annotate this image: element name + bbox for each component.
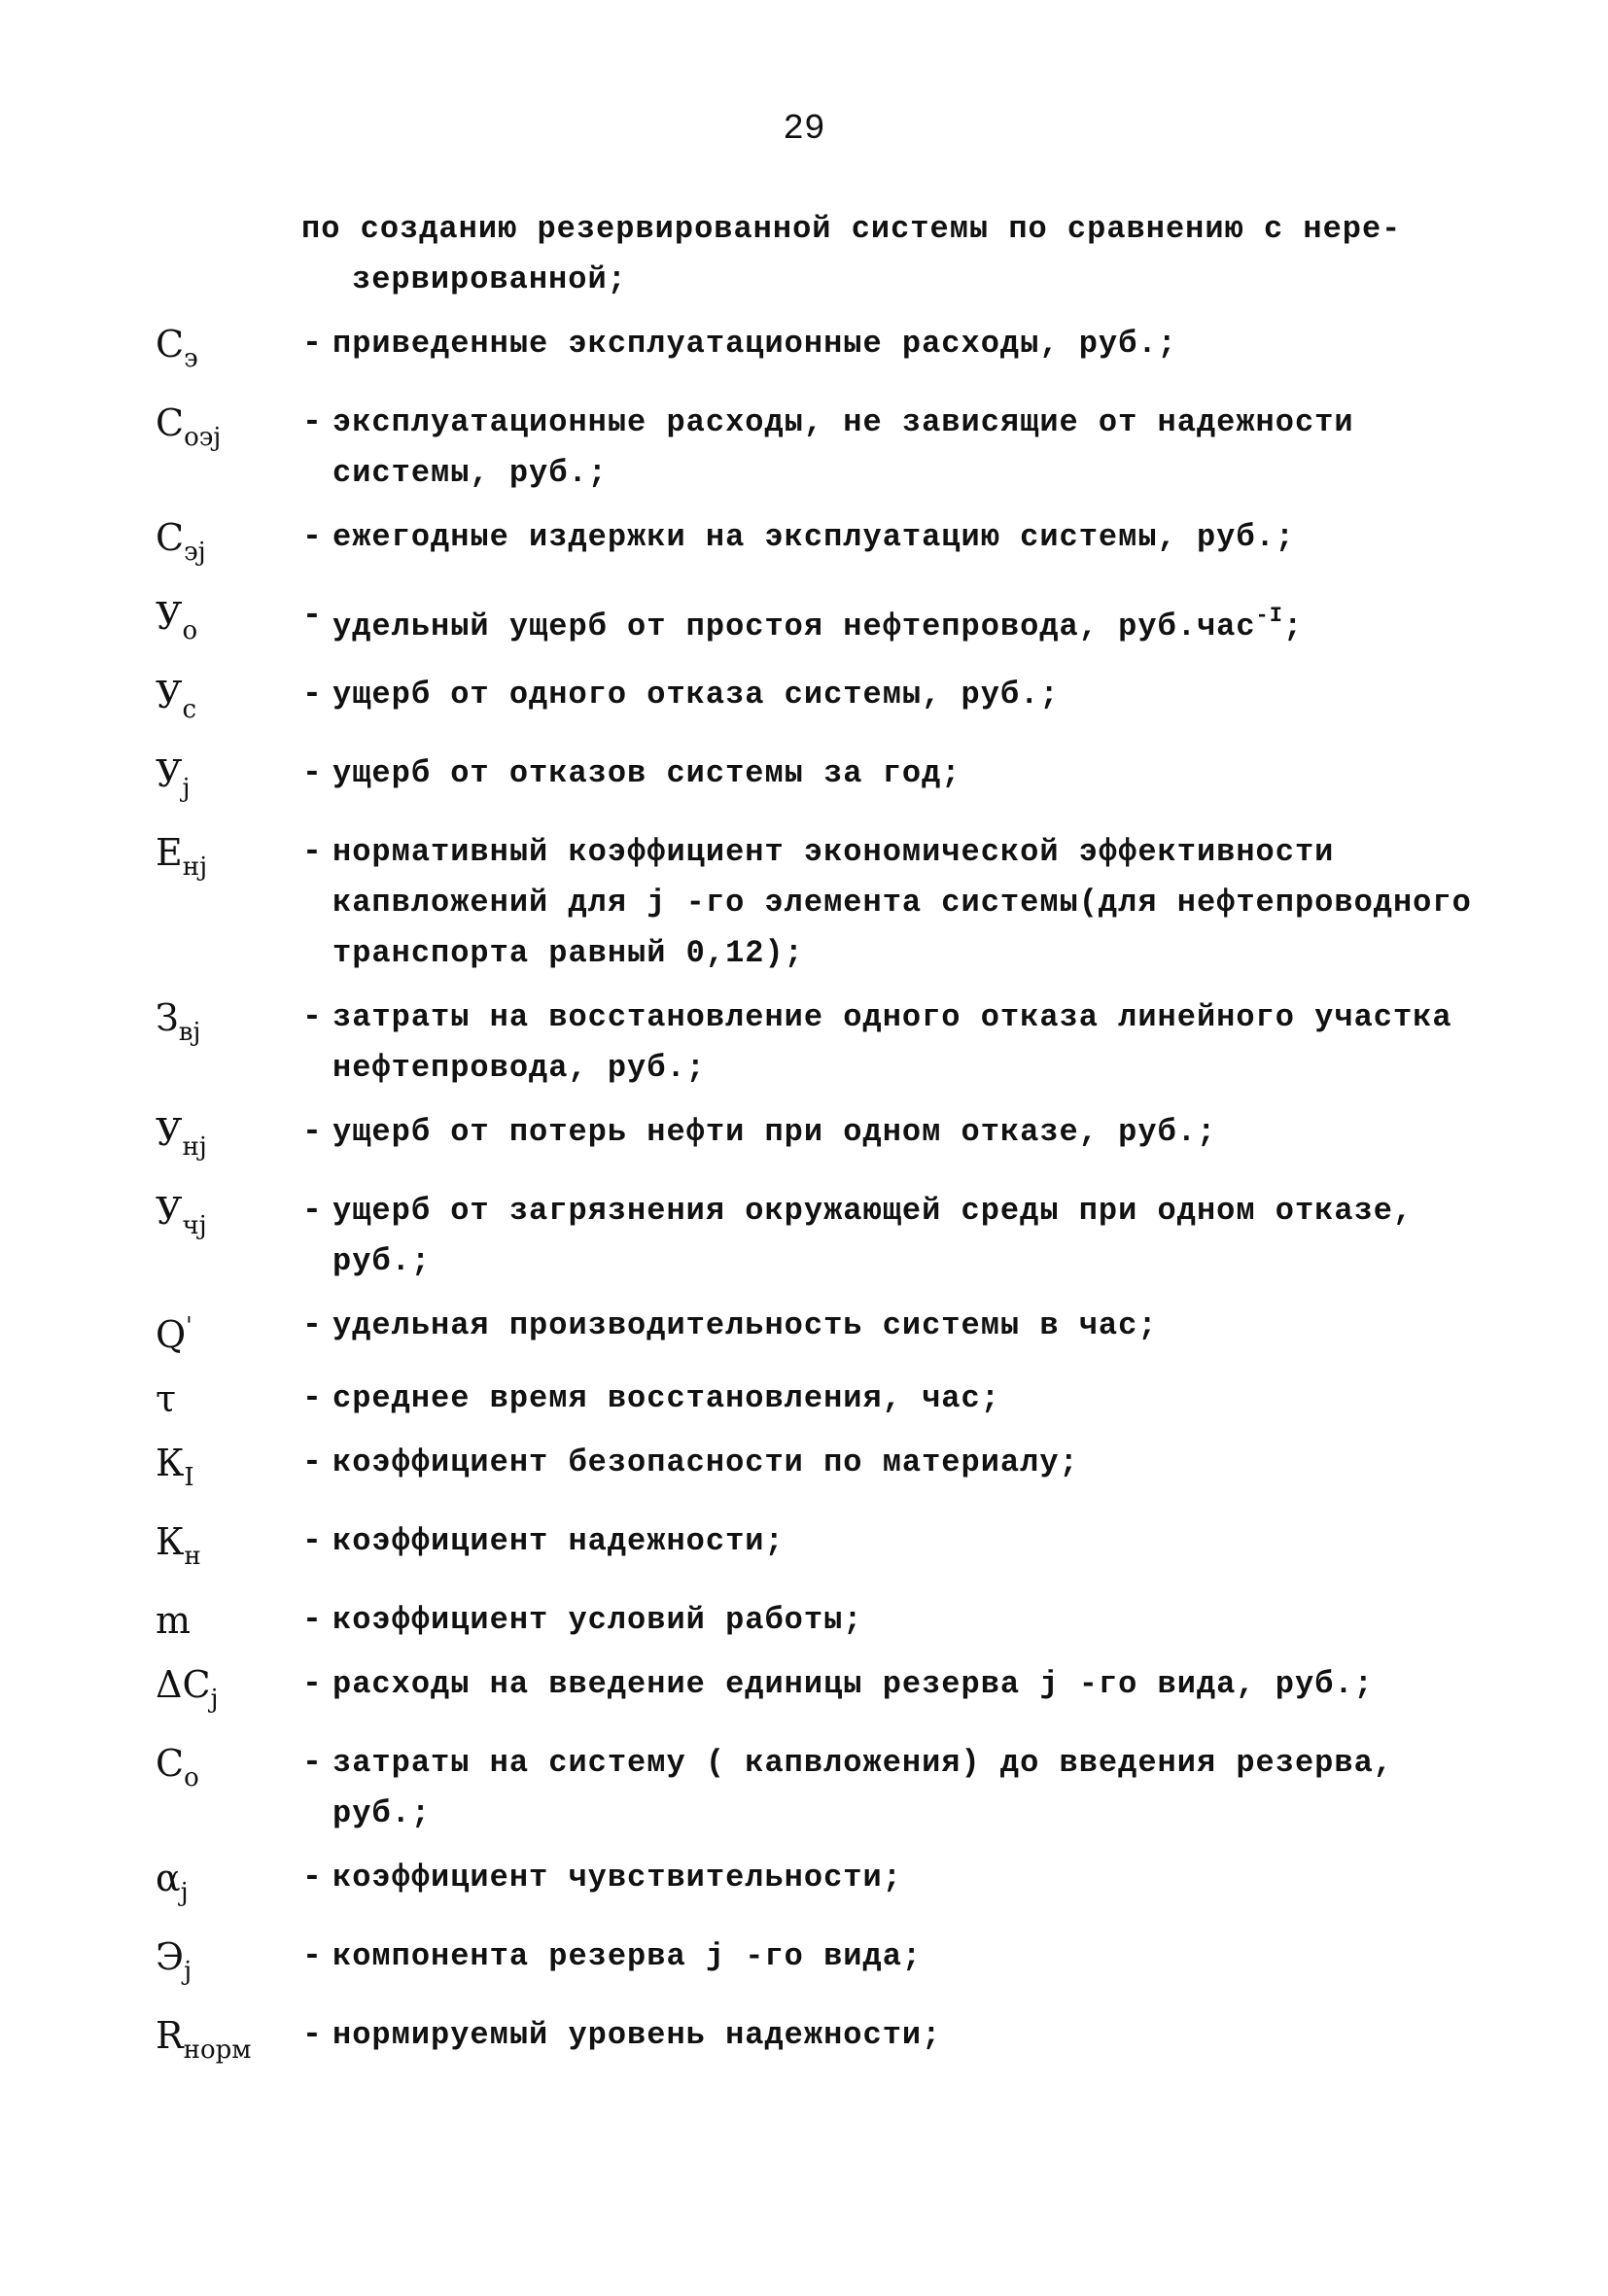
notation-list bbox=[156, 204, 1478, 2089]
notation-definition bbox=[332, 1853, 1478, 1903]
symbol-base: Е bbox=[156, 831, 183, 874]
notation-row bbox=[156, 1438, 1478, 1503]
definition-dash: - bbox=[301, 1114, 323, 1151]
notation-definition bbox=[332, 1107, 1478, 1158]
notation-symbol bbox=[156, 2010, 292, 2075]
definition-tail: ; bbox=[1282, 609, 1304, 644]
definition-dash: - bbox=[301, 404, 323, 441]
notation-symbol bbox=[156, 1438, 292, 1503]
notation-symbol bbox=[156, 512, 292, 577]
notation-row bbox=[156, 2010, 1478, 2075]
notation-symbol bbox=[156, 1374, 292, 1424]
symbol-subscript: j bbox=[180, 1878, 189, 1907]
definition-text: среднее время восстановления, час; bbox=[332, 1380, 1000, 1416]
notation-entries bbox=[156, 319, 1478, 2075]
definition-text: расходы на введение единицы резерва j -го вида, руб.; bbox=[332, 1666, 1374, 1702]
notation-definition bbox=[332, 1931, 1478, 1982]
notation-symbol bbox=[156, 827, 292, 892]
definition-dash: - bbox=[301, 519, 323, 556]
definition-text: коэффициент условий работы; bbox=[332, 1602, 863, 1638]
symbol-subscript: j bbox=[184, 1957, 192, 1986]
definition-text: приведенные эксплуатационные расходы, руб.; bbox=[332, 326, 1177, 362]
notation-definition bbox=[332, 1186, 1478, 1287]
symbol-subscript: с bbox=[182, 695, 197, 724]
symbol-subscript: j bbox=[210, 1685, 219, 1714]
notation-row bbox=[156, 1595, 1478, 1646]
notation-symbol bbox=[156, 1931, 292, 1997]
symbol-base: С bbox=[156, 516, 185, 559]
notation-symbol bbox=[156, 1186, 292, 1251]
definition-text: ущерб от отказов системы за год; bbox=[332, 755, 961, 791]
notation-definition bbox=[332, 591, 1478, 652]
notation-symbol bbox=[156, 1595, 292, 1646]
definition-dash: - bbox=[301, 755, 323, 792]
symbol-base: m bbox=[156, 1599, 192, 1642]
definition-dash: - bbox=[301, 677, 323, 713]
symbol-base: С bbox=[156, 401, 185, 444]
notation-definition bbox=[332, 512, 1478, 563]
notation-definition bbox=[332, 2010, 1478, 2061]
definition-superscript: -I bbox=[1255, 604, 1283, 628]
notation-row bbox=[156, 1659, 1478, 1724]
definition-text: ежегодные издержки на эксплуатацию системы, руб.; bbox=[332, 519, 1295, 555]
notation-symbol bbox=[156, 1107, 292, 1172]
intro-continuation: зервированной; bbox=[352, 261, 627, 297]
definition-text: коэффициент безопасности по материалу; bbox=[332, 1444, 1079, 1480]
notation-definition bbox=[332, 319, 1478, 369]
symbol-base: ΔС bbox=[156, 1663, 211, 1706]
definition-text: эксплуатационные расходы, не зависящие от надежности системы, руб.; bbox=[332, 404, 1354, 491]
symbol-base: У bbox=[156, 1190, 183, 1233]
symbol-base: У bbox=[156, 752, 183, 795]
symbol-base: Э bbox=[156, 1935, 185, 1978]
symbol-subscript: чj bbox=[182, 1211, 207, 1240]
definition-dash: - bbox=[301, 1602, 323, 1639]
definition-text: коэффициент надежности; bbox=[332, 1523, 785, 1559]
definition-text: удельная производительность системы в час; bbox=[332, 1307, 1158, 1343]
symbol-subscript: н bbox=[184, 1542, 201, 1571]
symbol-base: К bbox=[156, 1520, 185, 1563]
definition-text: удельный ущерб от простоя нефтепровода, руб.час bbox=[332, 609, 1256, 644]
symbol-base: С bbox=[156, 323, 185, 365]
definition-text: ущерб от одного отказа системы, руб.; bbox=[332, 677, 1060, 713]
notation-definition bbox=[332, 992, 1478, 1094]
definition-text: ущерб от потерь нефти при одном отказе, руб.; bbox=[332, 1114, 1217, 1150]
notation-symbol bbox=[156, 591, 292, 656]
definition-text: компонента резерва j -го вида; bbox=[332, 1938, 923, 1974]
notation-row bbox=[156, 1516, 1478, 1582]
symbol-subscript: э bbox=[184, 344, 198, 373]
notation-row bbox=[156, 1853, 1478, 1918]
notation-symbol bbox=[156, 398, 292, 463]
definition-dash: - bbox=[301, 834, 323, 871]
definition-dash: - bbox=[301, 1307, 323, 1344]
notation-definition bbox=[332, 1374, 1478, 1424]
symbol-base: У bbox=[156, 1111, 183, 1154]
symbol-base: У bbox=[156, 674, 183, 716]
notation-symbol bbox=[156, 1738, 292, 1803]
definition-dash: - bbox=[301, 1523, 323, 1560]
notation-row bbox=[156, 1186, 1478, 1287]
notation-definition bbox=[332, 748, 1478, 799]
symbol-subscript: j bbox=[182, 774, 191, 803]
symbol-base: С bbox=[156, 1742, 185, 1785]
notation-definition bbox=[332, 1516, 1478, 1567]
notation-symbol bbox=[156, 992, 292, 1058]
definition-text: затраты на систему ( капвложения) до введения резерва, руб.; bbox=[332, 1745, 1393, 1831]
notation-definition bbox=[332, 1438, 1478, 1488]
notation-row bbox=[156, 748, 1478, 814]
notation-symbol bbox=[156, 319, 292, 384]
definition-dash: - bbox=[301, 1938, 323, 1975]
notation-definition bbox=[332, 398, 1478, 499]
symbol-subscript: о bbox=[182, 616, 198, 645]
symbol-base: З bbox=[156, 996, 179, 1039]
definition-text: ущерб от загрязнения окружающей среды при одном отказе, руб.; bbox=[332, 1193, 1414, 1279]
symbol-subscript: о bbox=[184, 1763, 199, 1792]
symbol-base: У bbox=[156, 595, 183, 638]
notation-row bbox=[156, 1374, 1478, 1424]
notation-row bbox=[156, 512, 1478, 577]
symbol-subscript: эj bbox=[184, 538, 206, 567]
notation-definition bbox=[332, 1595, 1478, 1646]
notation-symbol bbox=[156, 1516, 292, 1582]
page-number: 29 bbox=[783, 109, 825, 149]
notation-symbol bbox=[156, 1659, 292, 1724]
definition-dash: - bbox=[301, 1380, 323, 1417]
notation-symbol bbox=[156, 748, 292, 814]
notation-definition bbox=[332, 827, 1478, 979]
notation-row bbox=[156, 992, 1478, 1094]
notation-row bbox=[156, 1931, 1478, 1997]
symbol-subscript: нj bbox=[182, 1132, 207, 1162]
symbol-subscript: вj bbox=[178, 1018, 201, 1047]
symbol-subscript: оэj bbox=[184, 423, 222, 452]
definition-dash: - bbox=[301, 1666, 323, 1703]
notation-definition bbox=[332, 1301, 1478, 1351]
symbol-subscript: нj bbox=[182, 852, 208, 882]
symbol-superscript: ' bbox=[186, 1312, 192, 1339]
definition-dash: - bbox=[301, 598, 323, 635]
notation-definition bbox=[332, 1659, 1478, 1710]
notation-row bbox=[156, 398, 1478, 499]
symbol-base: Q bbox=[156, 1313, 187, 1356]
definition-dash: - bbox=[301, 1193, 323, 1230]
definition-dash: - bbox=[301, 2017, 323, 2054]
definition-text: затраты на восстановление одного отказа линейного участка нефтепровода, руб.; bbox=[332, 999, 1452, 1086]
symbol-subscript: норм bbox=[183, 2035, 252, 2065]
notation-row bbox=[156, 319, 1478, 384]
notation-definition bbox=[332, 670, 1478, 720]
notation-row bbox=[156, 1738, 1478, 1839]
intro-text bbox=[301, 204, 1478, 305]
definition-dash: - bbox=[301, 1444, 323, 1481]
definition-dash: - bbox=[301, 326, 323, 363]
definition-dash: - bbox=[301, 1860, 323, 1896]
definition-dash: - bbox=[301, 999, 323, 1036]
symbol-base: R bbox=[156, 2014, 184, 2057]
notation-row bbox=[156, 827, 1478, 979]
notation-row bbox=[156, 591, 1478, 656]
symbol-subscript: I bbox=[184, 1463, 194, 1492]
notation-row bbox=[156, 1301, 1478, 1360]
symbol-base: α bbox=[156, 1857, 181, 1899]
intro-lead: по созданию резервированной системы по сравнению с нере- bbox=[301, 211, 1402, 247]
notation-symbol bbox=[156, 1301, 292, 1360]
symbol-base: К bbox=[156, 1442, 185, 1484]
notation-row bbox=[156, 1107, 1478, 1172]
definition-text: коэффициент чувствительности; bbox=[332, 1860, 902, 1896]
notation-symbol bbox=[156, 1853, 292, 1918]
notation-definition bbox=[332, 1738, 1478, 1839]
symbol-base: τ bbox=[156, 1377, 177, 1420]
notation-symbol bbox=[156, 670, 292, 735]
definition-text: нормируемый уровень надежности; bbox=[332, 2017, 942, 2053]
definition-dash: - bbox=[301, 1745, 323, 1782]
notation-row bbox=[156, 670, 1478, 735]
definition-text: нормативный коэффициент экономической эффективности капвложений для j -го элемента системы(для нефтепроводного транспорта равный 0,12); bbox=[332, 834, 1472, 971]
